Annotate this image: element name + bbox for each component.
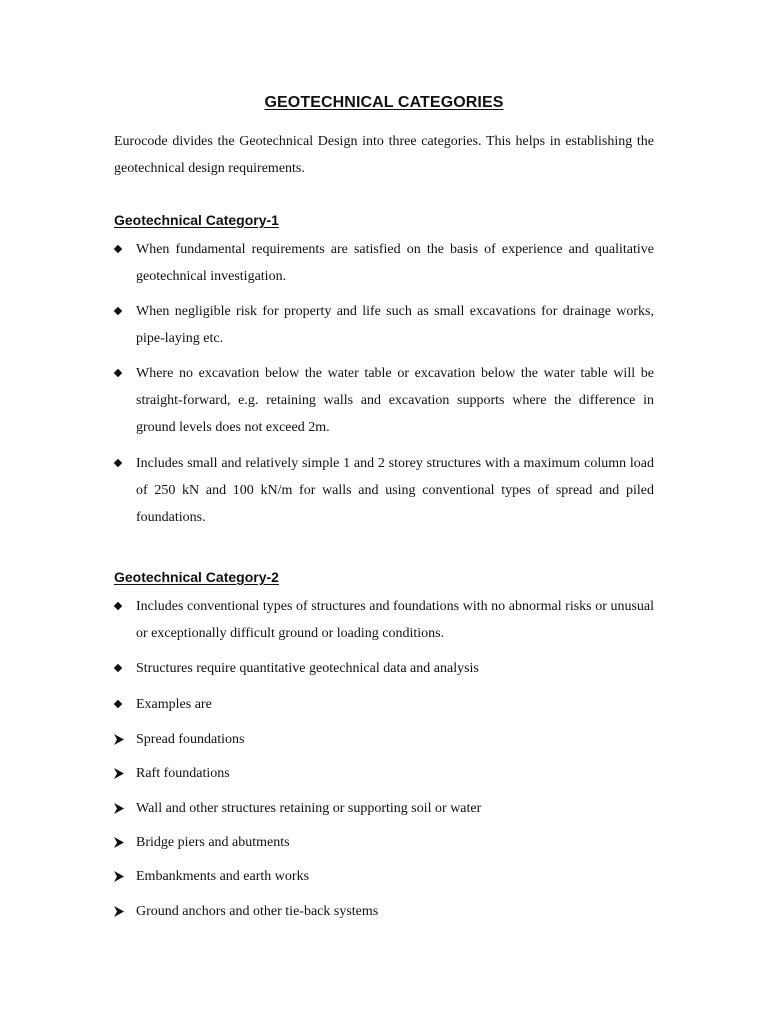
example-item <box>114 829 654 856</box>
intro-paragraph: Eurocode divides the Geotechnical Design into three categories. This helps in establishing the geotechnical design requirements. <box>114 134 654 176</box>
arrowhead-bullet-icon <box>114 863 130 890</box>
category-1-item <box>114 236 654 290</box>
list-item-text: Where no excavation below the water table or excavation below the water table will be straight-forward, e.g. retaining walls and excavation supports where the difference in ground levels does not exceed 2m. <box>136 366 654 435</box>
list-item-text: Includes conventional types of structures and foundations with no abnormal risks or unusual or exceptionally difficult ground or loading conditions. <box>136 599 654 641</box>
arrowhead-bullet-icon <box>114 726 130 753</box>
category-2-item <box>114 593 654 647</box>
category-1-item <box>114 298 654 352</box>
arrowhead-bullet-icon <box>114 795 130 822</box>
list-item-text: Embankments and earth works <box>136 869 310 884</box>
diamond-bullet-icon <box>114 691 130 718</box>
arrowhead-bullet-icon <box>114 760 130 787</box>
diamond-bullet-icon <box>114 593 130 620</box>
example-item <box>114 760 654 787</box>
diamond-bullet-icon <box>114 655 130 682</box>
example-item <box>114 898 654 925</box>
example-item <box>114 863 654 890</box>
diamond-bullet-icon <box>114 450 130 477</box>
diamond-bullet-icon <box>114 360 130 387</box>
list-item-text: Ground anchors and other tie-back systems <box>136 904 379 919</box>
list-item-text: When negligible risk for property and life such as small excavations for drainage works, pipe-laying etc. <box>136 304 654 346</box>
list-item-text: When fundamental requirements are satisfied on the basis of experience and qualitative geotechnical investigation. <box>136 242 654 284</box>
example-item <box>114 726 654 753</box>
list-item-text: Structures require quantitative geotechnical data and analysis <box>136 661 479 676</box>
category-2-item <box>114 655 654 682</box>
example-item <box>114 795 654 822</box>
arrowhead-bullet-icon <box>114 898 130 925</box>
page-title: GEOTECHNICAL CATEGORIES <box>264 94 504 111</box>
arrowhead-bullet-icon <box>114 829 130 856</box>
list-item-text: Wall and other structures retaining or supporting soil or water <box>136 801 482 816</box>
list-item-text: Examples are <box>136 697 212 712</box>
category-1-item <box>114 450 654 531</box>
category-1-item <box>114 360 654 441</box>
category-2-heading: Geotechnical Category-2 <box>114 569 279 585</box>
category-2-item <box>114 691 654 718</box>
diamond-bullet-icon <box>114 298 130 325</box>
diamond-bullet-icon <box>114 236 130 263</box>
list-item-text: Spread foundations <box>136 732 245 747</box>
list-item-text: Bridge piers and abutments <box>136 835 290 850</box>
list-item-text: Includes small and relatively simple 1 and 2 storey structures with a maximum column load of 250 kN and 100 kN/m for walls and using conventional types of spread and piled foundations. <box>136 456 654 525</box>
category-1-heading: Geotechnical Category-1 <box>114 212 279 228</box>
list-item-text: Raft foundations <box>136 766 230 781</box>
